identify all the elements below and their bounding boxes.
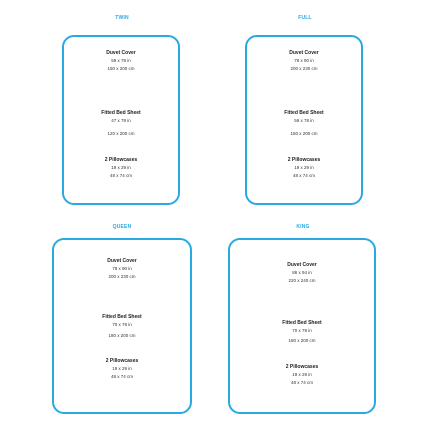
item-imperial: 47 x 78 in <box>111 118 131 123</box>
size-card-full <box>245 35 363 205</box>
size-label-queen: QUEEN <box>112 224 132 230</box>
item-name: Fitted Bed Sheet <box>282 320 322 326</box>
item-metric: 180 x 200 cm <box>108 333 136 338</box>
item-duvet-cover <box>247 49 361 73</box>
item-name: Duvet Cover <box>287 262 317 268</box>
size-card-king <box>228 238 376 414</box>
item-metric: 120 x 200 cm <box>107 131 135 136</box>
item-metric: 150 x 200 cm <box>107 66 135 71</box>
item-imperial: 86 x 94 in <box>292 270 312 275</box>
item-imperial: 59 x 78 in <box>294 118 314 123</box>
size-label-king: KING <box>296 224 310 230</box>
item-name: 2 Pillowcases <box>105 358 139 364</box>
size-card-queen <box>52 238 192 414</box>
item-metric: 48 x 74 cm <box>292 173 315 178</box>
item-metric: 48 x 74 cm <box>110 374 133 379</box>
item-imperial: 19 x 29 in <box>294 165 314 170</box>
size-label-twin: TWIN <box>115 15 129 21</box>
item-imperial: 19 x 29 in <box>111 165 131 170</box>
item-metric: 150 x 200 cm <box>290 131 318 136</box>
item-pillowcases <box>54 357 190 381</box>
item-duvet-cover <box>54 257 190 281</box>
size-card-twin <box>62 35 180 205</box>
item-name: Fitted Bed Sheet <box>284 110 324 116</box>
item-metric: 180 x 200 cm <box>288 338 316 343</box>
item-imperial: 19 x 29 in <box>292 372 312 377</box>
item-name: Fitted Bed Sheet <box>102 314 142 320</box>
item-fitted-sheet <box>247 109 361 138</box>
item-duvet-cover <box>230 261 374 285</box>
item-pillowcases <box>247 156 361 180</box>
item-fitted-sheet <box>54 313 190 340</box>
item-name: Duvet Cover <box>106 50 136 56</box>
item-name: Duvet Cover <box>289 50 319 56</box>
item-imperial: 70 x 78 in <box>112 322 132 327</box>
item-metric: 200 x 230 cm <box>108 274 136 279</box>
item-pillowcases <box>230 363 374 387</box>
item-fitted-sheet <box>230 319 374 345</box>
item-name: 2 Pillowcases <box>285 364 319 370</box>
item-name: Fitted Bed Sheet <box>101 110 141 116</box>
item-imperial: 19 x 29 in <box>112 366 132 371</box>
item-imperial: 78 x 90 in <box>294 58 314 63</box>
item-imperial: 70 x 78 in <box>292 328 312 333</box>
item-pillowcases <box>64 156 178 180</box>
item-metric: 48 x 74 cm <box>290 380 313 385</box>
item-metric: 220 x 240 cm <box>288 278 316 283</box>
item-name: Duvet Cover <box>107 258 137 264</box>
item-imperial: 59 x 78 in <box>111 58 131 63</box>
size-label-full: FULL <box>298 15 312 21</box>
item-name: 2 Pillowcases <box>287 157 321 163</box>
item-imperial: 78 x 90 in <box>112 266 132 271</box>
item-duvet-cover <box>64 49 178 73</box>
item-metric: 48 x 74 cm <box>109 173 132 178</box>
item-metric: 200 x 230 cm <box>290 66 318 71</box>
item-name: 2 Pillowcases <box>104 157 138 163</box>
item-fitted-sheet <box>64 109 178 138</box>
